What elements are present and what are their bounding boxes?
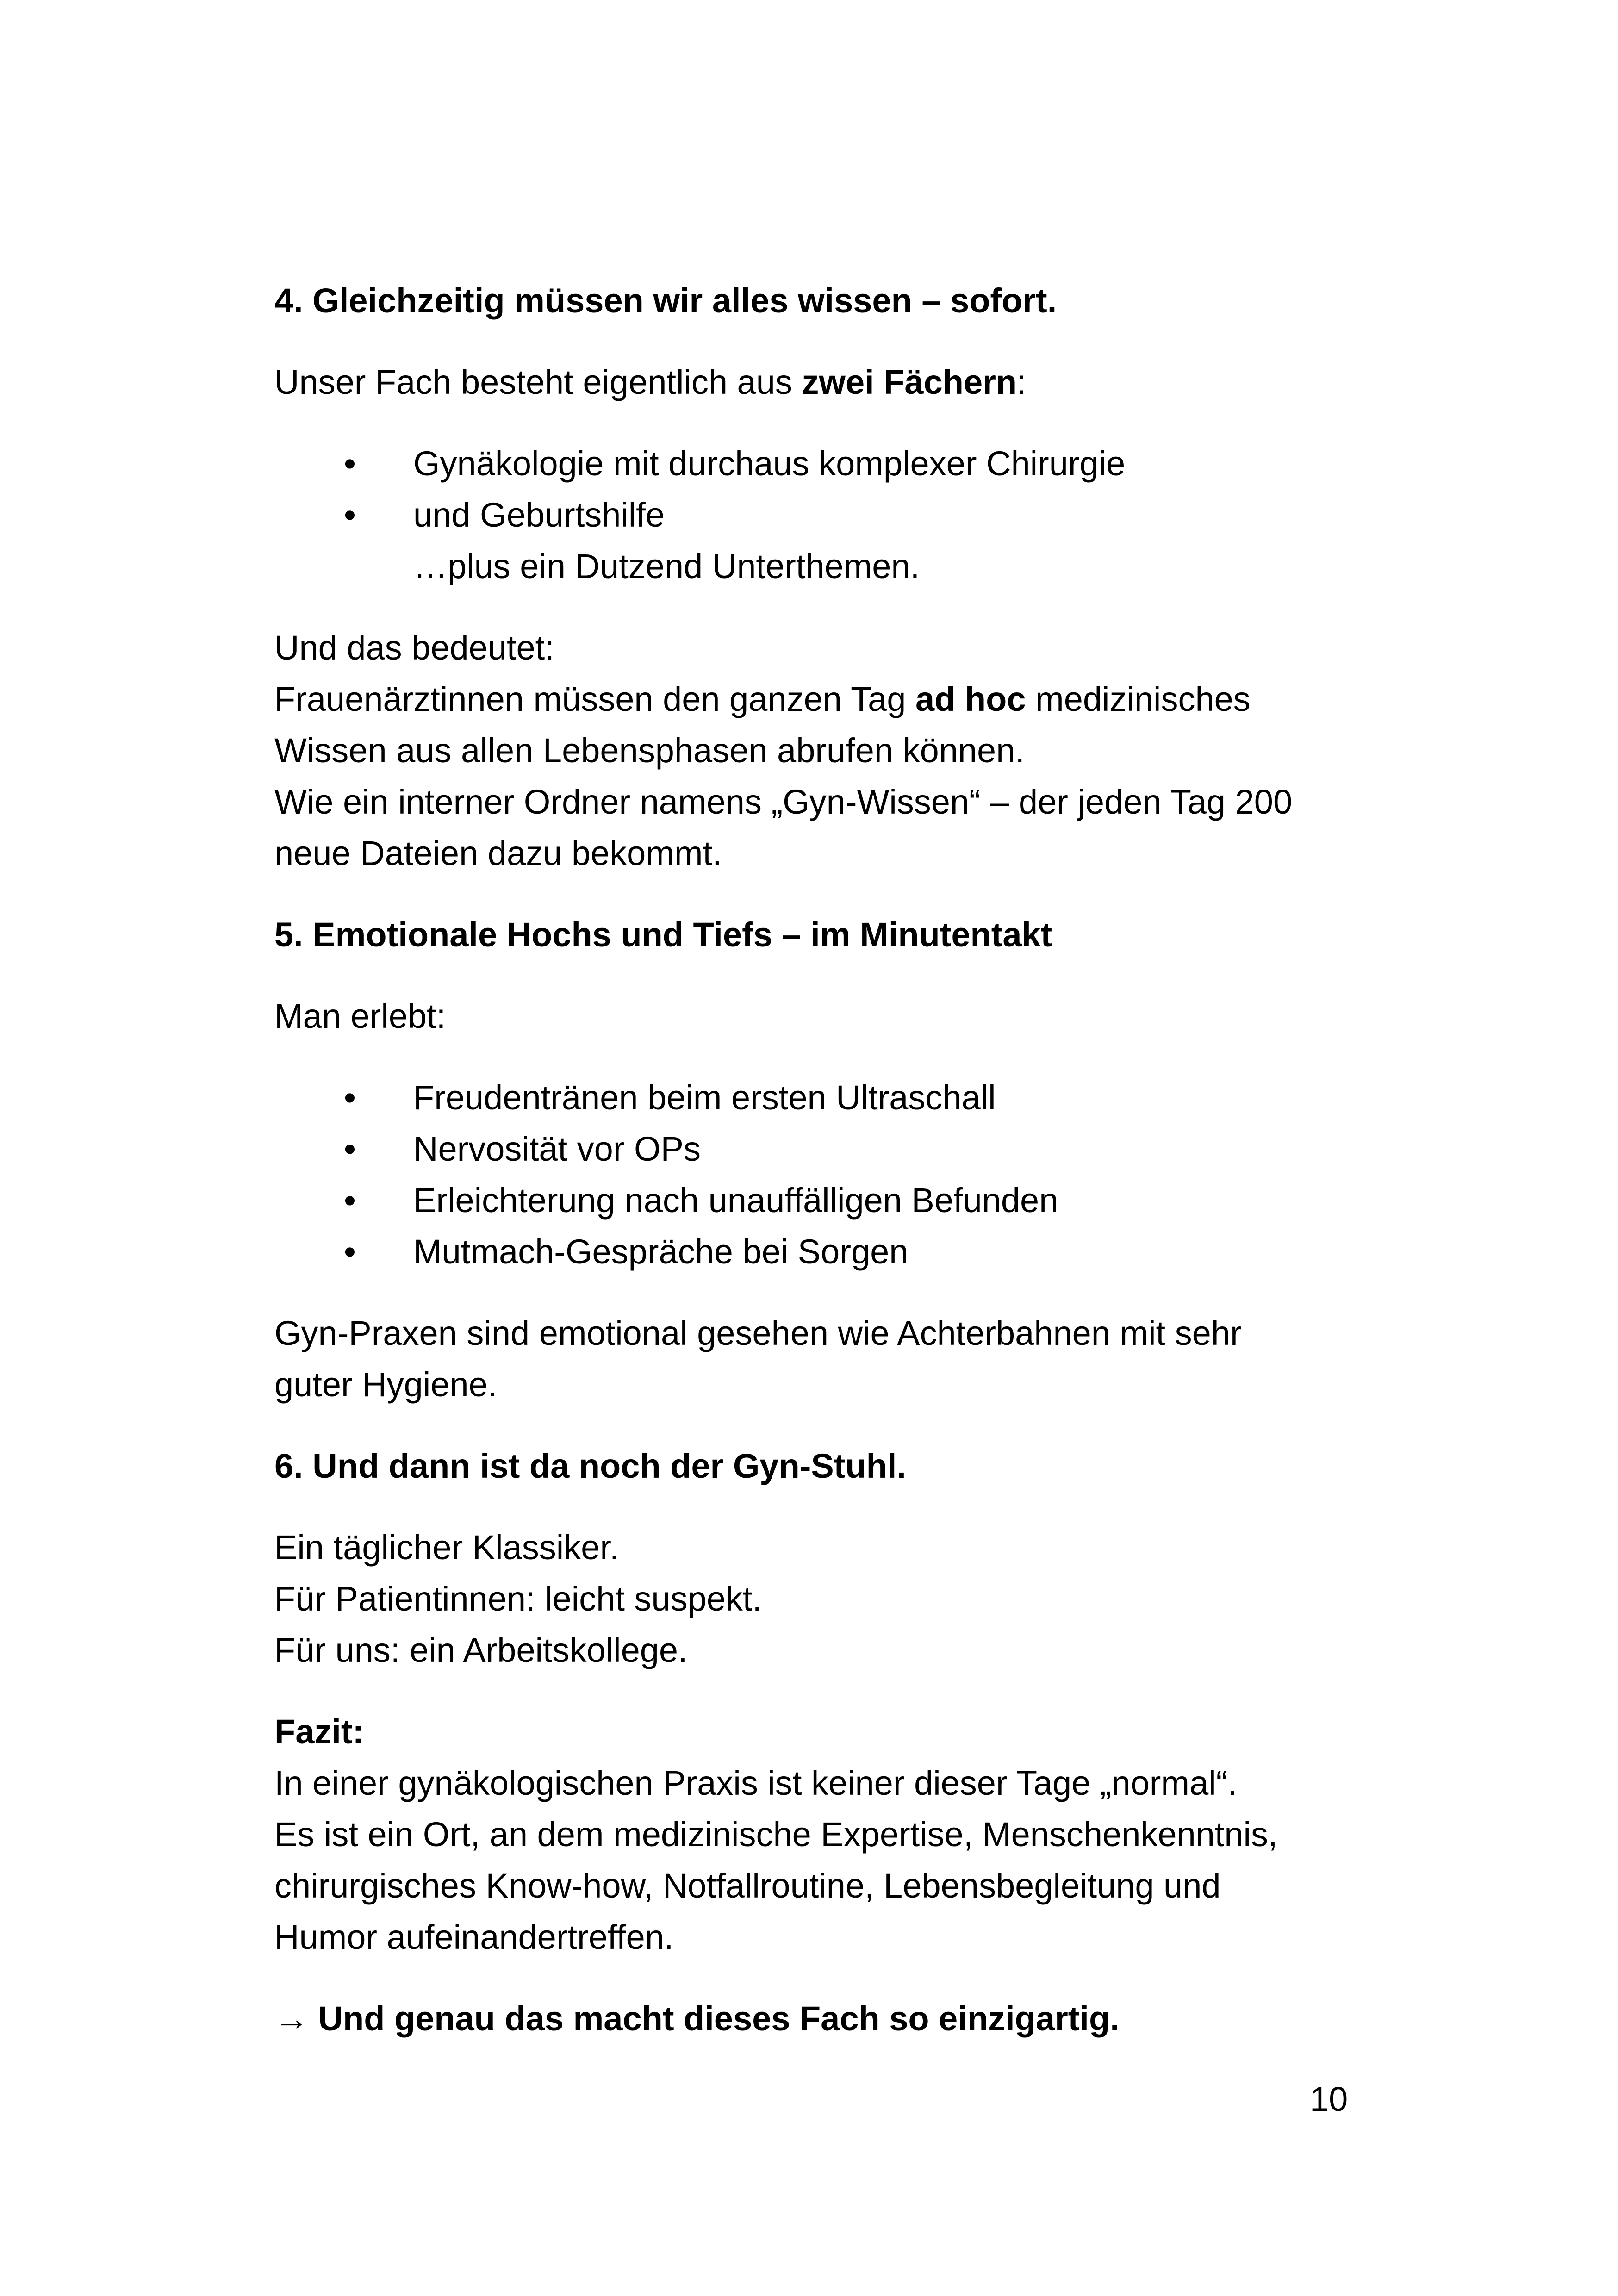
fazit-line: Humor aufeinandertreffen. (274, 1918, 674, 1956)
bullet-icon: • (344, 1181, 356, 1220)
spacer (274, 592, 1348, 622)
list-item-text: Nervosität vor OPs (413, 1130, 701, 1168)
bullet-icon: • (344, 1130, 356, 1168)
bullet-icon: • (344, 1078, 356, 1117)
fazit-line: Es ist ein Ort, an dem medizinische Expertise, Menschenkenntnis, (274, 1815, 1278, 1854)
section-5-bullet-list (274, 1072, 1348, 1277)
spacer (274, 1963, 1348, 1993)
section-5-paragraph-line: guter Hygiene. (274, 1365, 498, 1404)
bullet-icon: • (344, 496, 356, 534)
text-run-bold: ad hoc (915, 680, 1026, 718)
list-item (274, 489, 1348, 541)
conclusion-text: Und genau das macht dieses Fach so einzigartig. (309, 1999, 1120, 2038)
list-item-text: Erleichterung nach unauffälligen Befunden (413, 1181, 1058, 1220)
list-item (274, 1175, 1348, 1226)
section-4-intro (274, 356, 1348, 408)
spacer (274, 1042, 1348, 1072)
list-item (274, 1123, 1348, 1175)
section-5-heading: 5. Emotionale Hochs und Tiefs – im Minutentakt (274, 915, 1052, 954)
section-4-paragraph-line: Wie ein interner Ordner namens „Gyn-Wissen“ – der jeden Tag 200 (274, 783, 1293, 821)
section-4-intro-end: : (1017, 363, 1027, 401)
conclusion-line (274, 1993, 1348, 2044)
list-item-text: Mutmach-Gespräche bei Sorgen (413, 1232, 909, 1271)
spacer (274, 879, 1348, 909)
spacer (274, 326, 1348, 356)
section-4-paragraph-line: neue Dateien dazu bekommt. (274, 834, 722, 872)
section-4-paragraph-line (274, 673, 1348, 725)
section-4-paragraph-line: Wissen aus allen Lebensphasen abrufen können. (274, 731, 1025, 770)
bullet-icon: • (344, 1232, 356, 1271)
list-item (274, 1226, 1348, 1277)
spacer (274, 1277, 1348, 1307)
list-item (274, 1072, 1348, 1123)
bullet-continuation: …plus ein Dutzend Unterthemen. (413, 547, 920, 585)
list-item-text: Freudentränen beim ersten Ultraschall (413, 1078, 996, 1117)
section-6-line: Ein täglicher Klassiker. (274, 1528, 619, 1567)
fazit-line: chirurgisches Know-how, Notfallroutine, Lebensbegleitung und (274, 1867, 1221, 1905)
list-item-text: Gynäkologie mit durchaus komplexer Chirurgie (413, 444, 1126, 483)
fazit-line: In einer gynäkologischen Praxis ist keiner dieser Tage „normal“. (274, 1764, 1237, 1802)
spacer (274, 408, 1348, 438)
fazit-heading: Fazit: (274, 1712, 364, 1751)
section-4-paragraph-line: Und das bedeutet: (274, 628, 554, 667)
section-5-intro: Man erlebt: (274, 997, 446, 1035)
section-6-line: Für uns: ein Arbeitskollege. (274, 1631, 688, 1669)
spacer (274, 1492, 1348, 1522)
section-4-intro-bold: zwei Fächern (802, 363, 1017, 401)
text-run: Frauenärztinnen müssen den ganzen Tag (274, 680, 916, 718)
bullet-icon: • (344, 444, 356, 483)
spacer (274, 960, 1348, 990)
list-item (274, 438, 1348, 489)
arrow-right-icon: → (274, 1999, 309, 2038)
spacer (274, 1410, 1348, 1440)
list-item-text: und Geburtshilfe (413, 496, 665, 534)
page-content (274, 275, 1348, 2044)
spacer (274, 1676, 1348, 1706)
page-number: 10 (1310, 2080, 1348, 2118)
text-run: medizinisches (1026, 680, 1251, 718)
section-4-bullet-list (274, 438, 1348, 541)
section-5-paragraph-line: Gyn-Praxen sind emotional gesehen wie Achterbahnen mit sehr (274, 1314, 1242, 1352)
section-6-heading: 6. Und dann ist da noch der Gyn-Stuhl. (274, 1447, 906, 1485)
section-4-heading: 4. Gleichzeitig müssen wir alles wissen – sofort. (274, 281, 1057, 320)
section-4-intro-start: Unser Fach besteht eigentlich aus (274, 363, 802, 401)
section-6-line: Für Patientinnen: leicht suspekt. (274, 1580, 762, 1618)
